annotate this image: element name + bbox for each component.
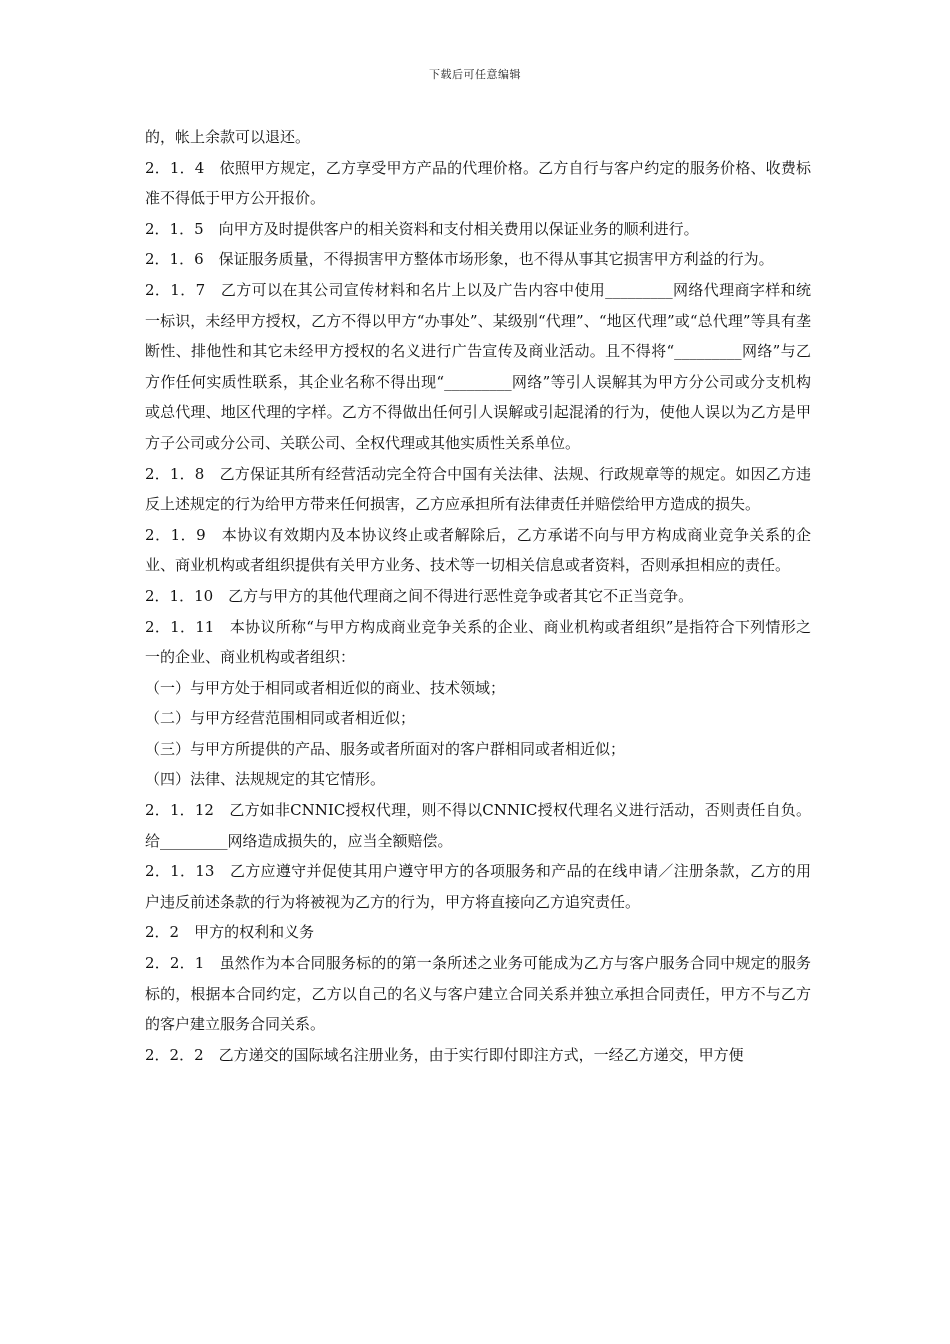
paragraph: 2．1．4 依照甲方规定，乙方享受甲方产品的代理价格。乙方自行与客户约定的服务价格、收费标准不得低于甲方公开报价。 (145, 158, 811, 208)
paragraph: 2．1．12 乙方如非CNNIC授权代理，则不得以CNNIC授权代理名义进行活动，否则责任自负。给_________网络造成损失的，应当全额赔偿。 (145, 801, 811, 850)
paragraph: 2．1．13 乙方应遵守并促使其用户遵守甲方的各项服务和产品的在线申请／注册条款，乙方的用户违反前述条款的行为将被视为乙方的行为，甲方将直接向乙方追究责任。 (145, 862, 811, 911)
paragraph: 2．1．11 本协议所称“与甲方构成商业竞争关系的企业、商业机构或者组织”是指符合下列情形之一的企业、商业机构或者组织： (145, 617, 811, 667)
paragraph: 2．1．5 向甲方及时提供客户的相关资料和支付相关费用以保证业务的顺利进行。 (145, 219, 699, 238)
paragraph: 2．1．6 保证服务质量，不得损害甲方整体市场形象，也不得从事其它损害甲方利益的行为。 (145, 250, 774, 269)
list-item: （一）与甲方处于相同或者相近似的商业、技术领域； (145, 678, 506, 697)
paragraph: 2．1．9 本协议有效期内及本协议终止或者解除后，乙方承诺不向与甲方构成商业竞争关系的企业、商业机构或者组织提供有关甲方业务、技术等一切相关信息或者资料，否则承担相应的责任。 (145, 525, 811, 575)
section-heading: 2．2 甲方的权利和义务 (145, 923, 315, 942)
list-item: （四）法律、法规规定的其它情形。 (145, 770, 386, 789)
paragraph: 2．2．1 虽然作为本合同服务标的的第一条所述之业务可能成为乙方与客户服务合同中规定的服务标的，根据本合同约定，乙方以自己的名义与客户建立合同关系并独立承担合同责任，甲方不与乙方的客户建立服务合同关系。 (145, 954, 811, 1034)
header-note: 下载后可任意编辑 (429, 68, 521, 81)
paragraph: 的，帐上余款可以退还。 (145, 128, 311, 146)
paragraph: 2．1．10 乙方与甲方的其他代理商之间不得进行恶性竞争或者其它不正当竞争。 (145, 586, 694, 605)
paragraph: 2．2．2 乙方递交的国际域名注册业务，由于实行即付即注方式，一经乙方递交，甲方便 (145, 1045, 744, 1064)
document-body (145, 122, 811, 1070)
paragraph: 2．1．7 乙方可以在其公司宣传材料和名片上以及广告内容中使用_________网络代理商字样和统一标识，未经甲方授权，乙方不得以甲方“办事处”、某级别“代理”、“地区代理”或“总代理”等具有垄断性、排他性和其它未经甲方授权的名义进行广告宣传及商业活动。且不得将“_________网络”与乙方作任何实质性联系，其企业名称不得出现“_________网络”等引人误解其为甲方分公司或分支机构或总代理、地区代理的字样。乙方不得做出任何引人误解或引起混淆的行为，使他人误以为乙方是甲方子公司或分公司、关联公司、全权代理或其他实质性关系单位。 (145, 280, 811, 452)
list-item: （三）与甲方所提供的产品、服务或者所面对的客户群相同或者相近似； (145, 739, 626, 758)
page-header (0, 66, 950, 82)
paragraph: 2．1．8 乙方保证其所有经营活动完全符合中国有关法律、法规、行政规章等的规定。如因乙方违反上述规定的行为给甲方带来任何损害，乙方应承担所有法律责任并赔偿给甲方造成的损失。 (145, 464, 811, 514)
list-item: （二）与甲方经营范围相同或者相近似； (145, 709, 416, 728)
